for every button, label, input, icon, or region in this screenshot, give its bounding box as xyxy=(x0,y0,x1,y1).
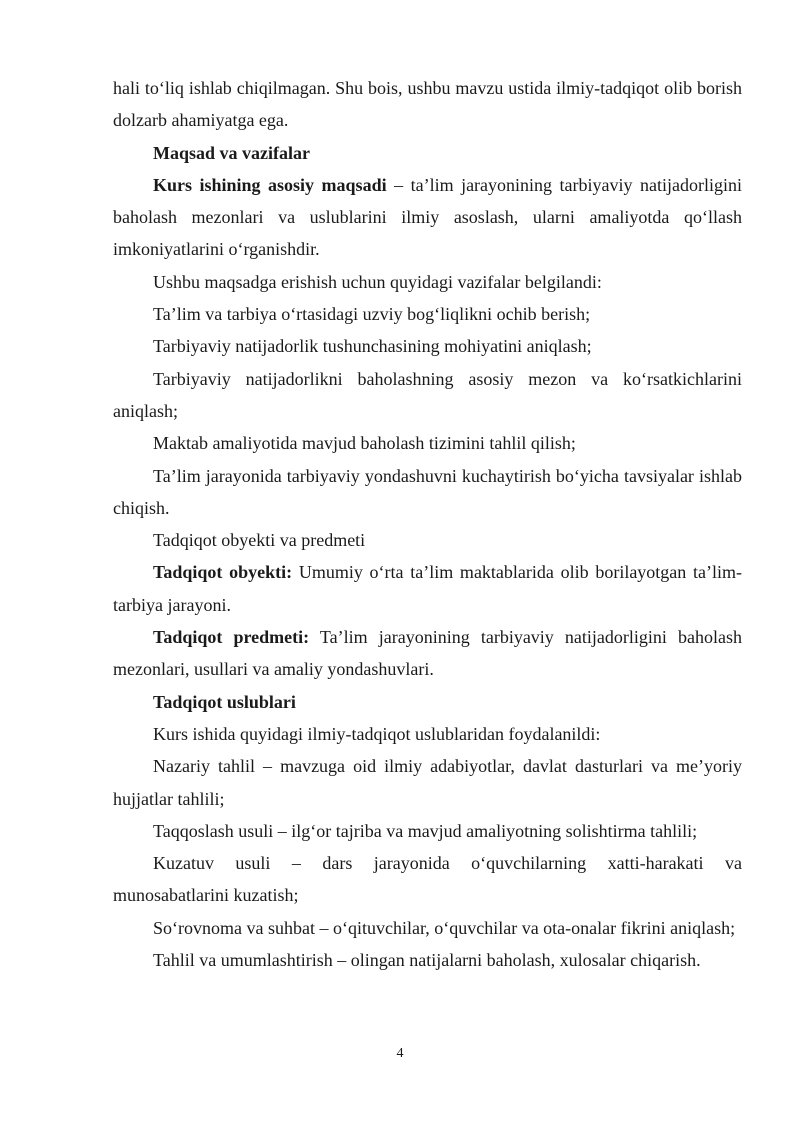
paragraph-main-goal xyxy=(113,169,742,266)
method-item-3: Kuzatuv usuli – dars jarayonida o‘quvchilarning xatti-harakati va munosabatlarini kuzatish; xyxy=(113,853,742,906)
research-subject-label: Tadqiqot predmeti: xyxy=(153,627,310,648)
paragraph-research-subject xyxy=(113,621,742,686)
heading-maqsad-va-vazifalar: Maqsad va vazifalar xyxy=(153,142,310,163)
research-subject-text: Ta’lim jarayonining tarbiyaviy natijadorligini baholash mezonlari, usullari va amaliy yondashuvlari. xyxy=(113,627,742,680)
research-object-label: Tadqiqot obyekti: xyxy=(153,562,293,583)
paragraph-research-object xyxy=(113,556,742,621)
method-item-1: Nazariy tahlil – mavzuga oid ilmiy adabiyotlar, davlat dasturlari va me’yoriy hujjatlar tahlili; xyxy=(113,756,742,809)
heading-obyekt-va-predmet: Tadqiqot obyekti va predmeti xyxy=(153,530,366,551)
paragraph-continuation: hali to‘liq ishlab chiqilmagan. Shu bois, ushbu mavzu ustida ilmiy-tadqiqot olib borish dolzarb ahamiyatga ega. xyxy=(113,78,742,131)
document-page xyxy=(113,72,742,976)
method-item-4: So‘rovnoma va suhbat – o‘qituvchilar, o‘quvchilar va ota-onalar fikrini aniqlash; xyxy=(153,917,736,938)
research-object-text: Umumiy o‘rta ta’lim maktablarida olib borilayotgan ta’lim-tarbiya jarayoni. xyxy=(113,562,742,615)
main-goal-label: Kurs ishining asosiy maqsadi xyxy=(153,174,387,195)
heading-tadqiqot-uslublari: Tadqiqot uslublari xyxy=(153,691,296,712)
task-item-3: Tarbiyaviy natijadorlikni baholashning asosiy mezon va ko‘rsatkichlarini aniqlash; xyxy=(113,368,742,421)
task-item-5: Ta’lim jarayonida tarbiyaviy yondashuvni kuchaytirish bo‘yicha tavsiyalar ishlab chiqish. xyxy=(113,465,742,518)
page-number: 4 xyxy=(396,1046,404,1061)
method-item-5: Tahlil va umumlashtirish – olingan natijalarni baholash, xulosalar chiqarish. xyxy=(153,950,701,971)
paragraph-tasks-intro: Ushbu maqsadga erishish uchun quyidagi vazifalar belgilandi: xyxy=(153,271,602,292)
paragraph-methods-intro: Kurs ishida quyidagi ilmiy-tadqiqot uslublaridan foydalanildi: xyxy=(153,723,601,744)
task-item-4: Maktab amaliyotida mavjud baholash tizimini tahlil qilish; xyxy=(153,433,576,454)
main-goal-text: – ta’lim jarayonining tarbiyaviy natijadorligini baholash mezonlari va uslublarini ilmiy asoslash, ularni amaliyotda qo‘llash imkoniyatlarini o‘rganishdir. xyxy=(113,174,742,260)
task-item-2: Tarbiyaviy natijadorlik tushunchasining mohiyatini aniqlash; xyxy=(153,336,592,357)
method-item-2: Taqqoslash usuli – ilg‘or tajriba va mavjud amaliyotning solishtirma tahlili; xyxy=(153,820,698,841)
task-item-1: Ta’lim va tarbiya o‘rtasidagi uzviy bog‘liqlikni ochib berish; xyxy=(153,304,591,325)
